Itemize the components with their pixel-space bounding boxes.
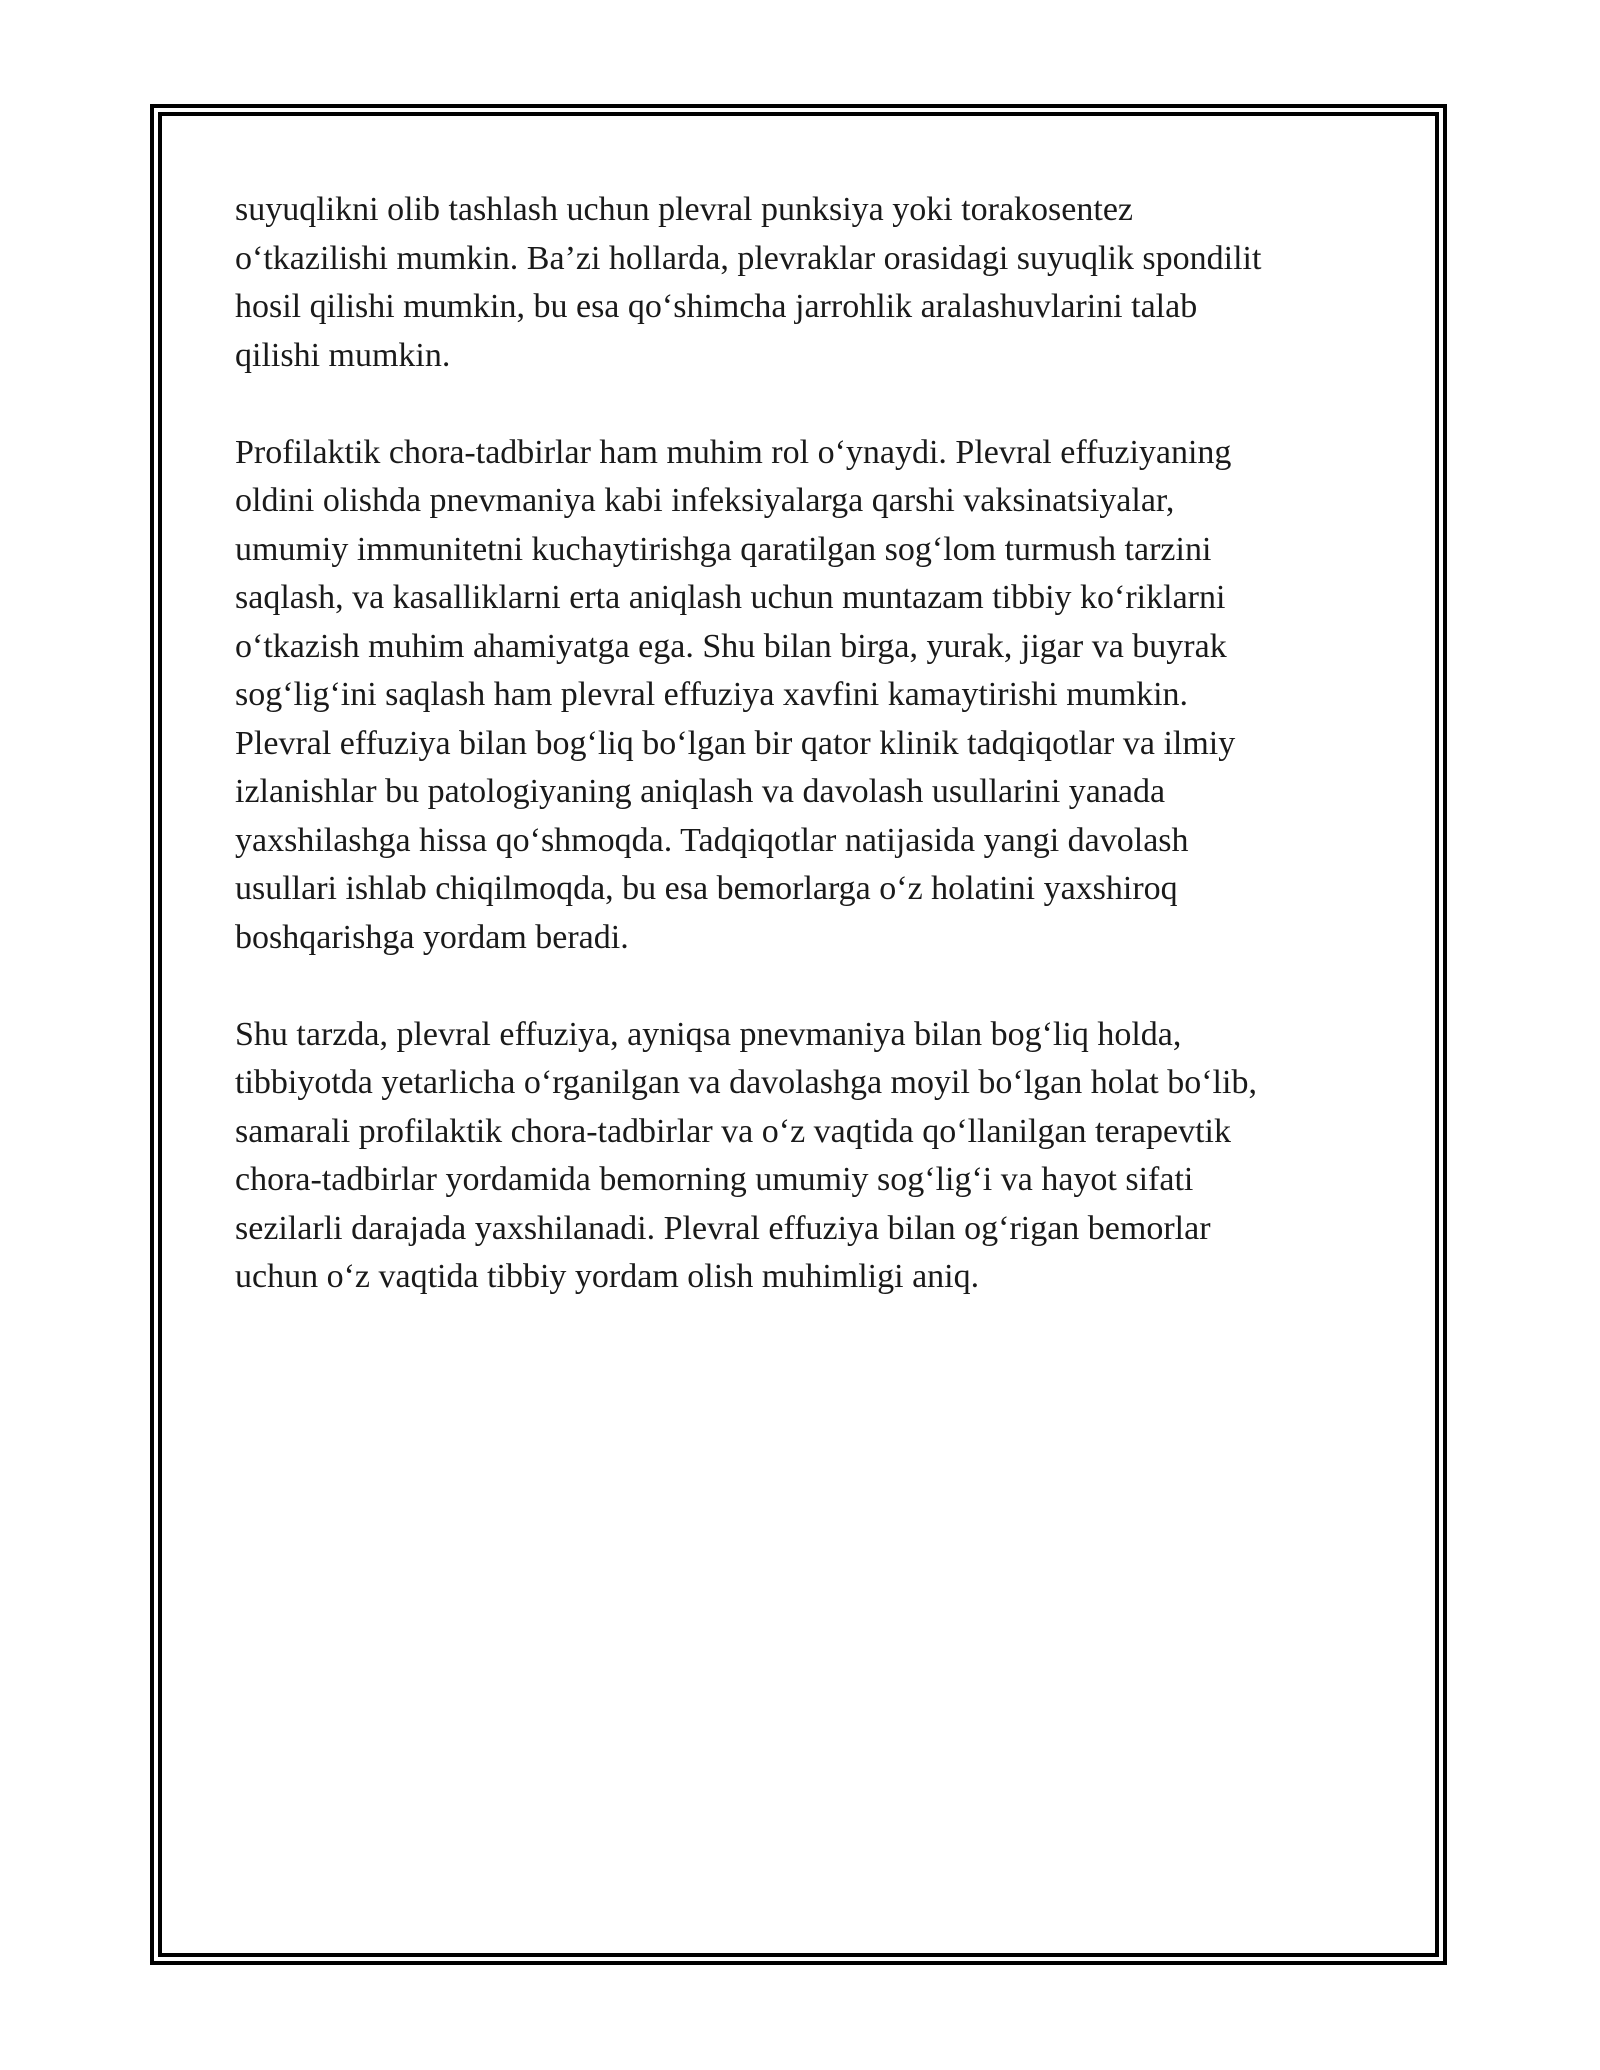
paragraph-2: Profilaktik chora-tadbirlar ham muhim rol o‘ynaydi. Plevral effuziyaning oldini olishda pnevmaniya kabi infeksiyalarga qarshi vaksinatsiyalar, umumiy immunitetni kuchaytirishga qaratilgan sog‘lom turmush tarzini saqlash, va kasalliklarni erta aniqlash uchun muntazam tibbiy ko‘riklarni o‘tkazish muhim ahamiyatga ega. Shu bilan birga, yurak, jigar va buyrak sog‘lig‘ini saqlash ham plevral effuziya xavfini kamaytirishi mumkin. Plevral effuziya bilan bog‘liq bo‘lgan bir qator klinik tadqiqotlar va ilmiy izlanishlar bu patologiyaning aniqlash va davolash usullarini yanada yaxshilashga hissa qo‘shmoqda. Tadqiqotlar natijasida yangi davolash usullari ishlab chiqilmoqda, bu esa bemorlarga o‘z holatini yaxshiroq boshqarishga yordam beradi. <box>235 433 1236 956</box>
paragraph-1: suyuqlikni olib tashlash uchun plevral punksiya yoki torakosentez o‘tkazilishi mumkin. Ba’zi hollarda, plevraklar orasidagi suyuqlik spondilit hosil qilishi mumkin, bu esa qo‘shimcha jarrohlik aralashuvlarini talab qilishi mumkin. <box>235 191 1262 374</box>
document-body <box>235 186 1355 1350</box>
paragraph-3: Shu tarzda, plevral effuziya, ayniqsa pnevmaniya bilan bog‘liq holda, tibbiyotda yetarlicha o‘rganilgan va davolashga moyil bo‘lgan holat bo‘lib, samarali profilaktik chora-tadbirlar va o‘z vaqtida qo‘llanilgan terapevtik chora-tadbirlar yordamida bemorning umumiy sog‘lig‘i va hayot sifati sezilarli darajada yaxshilanadi. Plevral effuziya bilan og‘rigan bemorlar uchun o‘z vaqtida tibbiy yordam olish muhimligi aniq. <box>235 1015 1257 1295</box>
